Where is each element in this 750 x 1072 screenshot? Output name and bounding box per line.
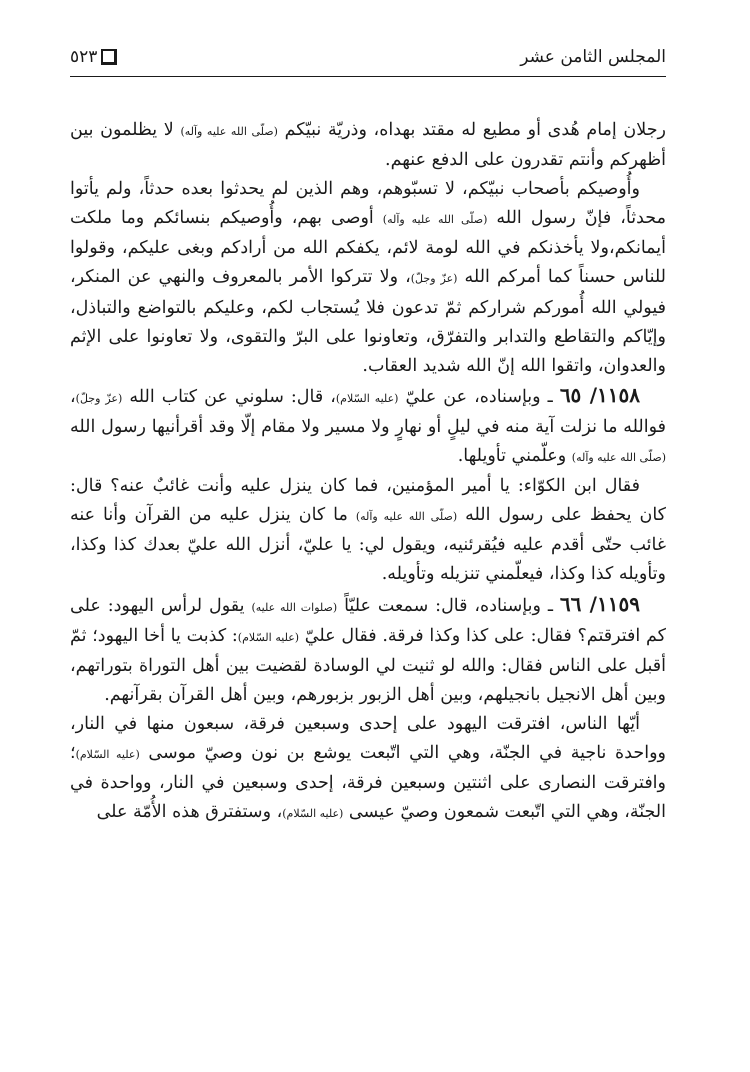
- text-span: وعلّمني تأويلها.: [457, 446, 567, 467]
- text-span: ، فوالله ما نزلت آية منه في ليلٍ أو نهارٍ ولا مسير ولا مقام إلّا وقد أقرأنيها رسول الله: [70, 386, 666, 437]
- text-span: ـ وبإسناده، قال: سمعت عليّاً: [344, 595, 553, 616]
- text-span: لا يظلمون بين أظهركم وأنتم تقدرون على الدفع عنهم.: [70, 120, 666, 171]
- text-span: يقول لرأس اليهود: على كم افترقتم؟ فقال: على كذا وكذا فرقة. فقال عليّ: [70, 595, 666, 646]
- honorific-formula: (عليه السّلام): [282, 807, 344, 821]
- honorific-formula: (عليه السّلام): [75, 747, 140, 761]
- honorific-formula: (عزّ وجلّ): [75, 391, 123, 405]
- text-span: : كذبت يا أخا اليهود؛ ثمّ أقبل على الناس فقال: والله لو ثنيت لي الوسادة لقضيت بين أهل التوراة بتوراتهم، وبين أهل الانجيل بانجيلهم، وبين أهل الزبور بزبورهم، وبين أهل القرآن بقرآنهم.: [70, 625, 666, 705]
- text-span: ، قال: سلوني عن كتاب الله: [129, 386, 336, 407]
- page-number: ٥٢٣: [70, 47, 98, 67]
- text-span: وأُوصيكم بأصحاب نبيّكم، لا تسبّوهم، وهم الذين لم يحدثوا بعده حدثاً، ولم يأتوا محدثاً، فإنّ رسول الله: [70, 179, 666, 229]
- square-box-icon: [101, 49, 117, 65]
- text-span: فقال ابن الكوّاء: يا أمير المؤمنين، فما كان ينزل عليه وأنت غائبٌ عنه؟ قال: كان يحفظ على رسول الله: [70, 476, 666, 526]
- header-divider: [70, 76, 666, 77]
- paragraph-4: [70, 710, 666, 828]
- page-header: [70, 44, 666, 70]
- paragraph-2: [70, 175, 666, 381]
- hadith-1158: [70, 381, 666, 472]
- chapter-title: المجلس الثامن عشر: [520, 47, 666, 67]
- honorific-formula: (عليه السّلام): [335, 391, 399, 405]
- hadith-number: ١١٥٨/ ٦٥: [559, 382, 640, 407]
- paragraph-3: [70, 472, 666, 589]
- hadith-1159: [70, 590, 666, 710]
- honorific-formula: (صلوات الله عليه): [251, 600, 338, 614]
- text-span: ـ وبإسناده، عن عليّ: [405, 386, 553, 407]
- text-span: ، وستفترق هذه الأُمّة على: [96, 802, 283, 823]
- page-number-group: [70, 47, 117, 67]
- paragraph-1: [70, 116, 666, 175]
- text-span: ؛ وافترقت النصارى على اثنتين وسبعين فرقة، إحدى وسبعين في النار، وواحدة في الجنّة، وهي التي اتّبعت شمعون وصيّ عيسى: [70, 742, 666, 823]
- honorific-formula: (صلّى الله عليه وآله): [382, 213, 488, 227]
- honorific-formula: (صلّى الله عليه وآله): [180, 125, 278, 138]
- honorific-formula: (صلّى الله عليه وآله): [355, 510, 458, 524]
- hadith-number: ١١٥٩/ ٦٦: [559, 591, 640, 616]
- text-span: ، ولا تتركوا الأمر بالمعروف والنهي عن المنكر، فيولي الله أُموركم شراركم ثمّ تدعون فلا يُستجاب لكم، وعليكم بالتواضع والتباذل، وإيّاكم والتقاطع والتدابر والتفرّق، وتعاونوا على البرّ والتقوى، ولا تعاونوا على الإثم والعدوان، واتقوا الله إنّ الله شديد العقاب.: [70, 267, 666, 376]
- text-span: أوصى بهم، وأُوصيكم بنسائكم وما ملكت أيمانكم،ولا يأخذنكم في الله لومة لائم، يكفكم الله من أرادكم وبغى عليكم، وقولوا للناس حسناً كما أمركم الله: [70, 208, 666, 288]
- honorific-formula: (صلّى الله عليه وآله): [571, 451, 666, 465]
- text-span: رجلان إمام هُدى أو مطيع له مقتد بهداه، وذريّة نبيّكم: [284, 120, 666, 140]
- body-text: [70, 116, 666, 828]
- text-span: أيّها الناس، افترقت اليهود على إحدى وسبعين فرقة، سبعون منها في النار، وواحدة ناجية في الجنّة، وهي التي اتّبعت يوشع بن نون وصيّ موسى: [70, 713, 666, 763]
- text-span: ما كان ينزل عليه من القرآن وأنا عنه غائب حتّى أقدم عليه فيُقرئنيه، ويقول لي: يا عليّ، أنزل الله عليّ بعدك كذا وكذا، وتأويله كذا وكذا، فيعلّمني تنزيله وتأويله.: [70, 505, 666, 585]
- honorific-formula: (عزّ وجلّ): [410, 272, 458, 286]
- honorific-formula: (عليه السّلام): [237, 630, 300, 644]
